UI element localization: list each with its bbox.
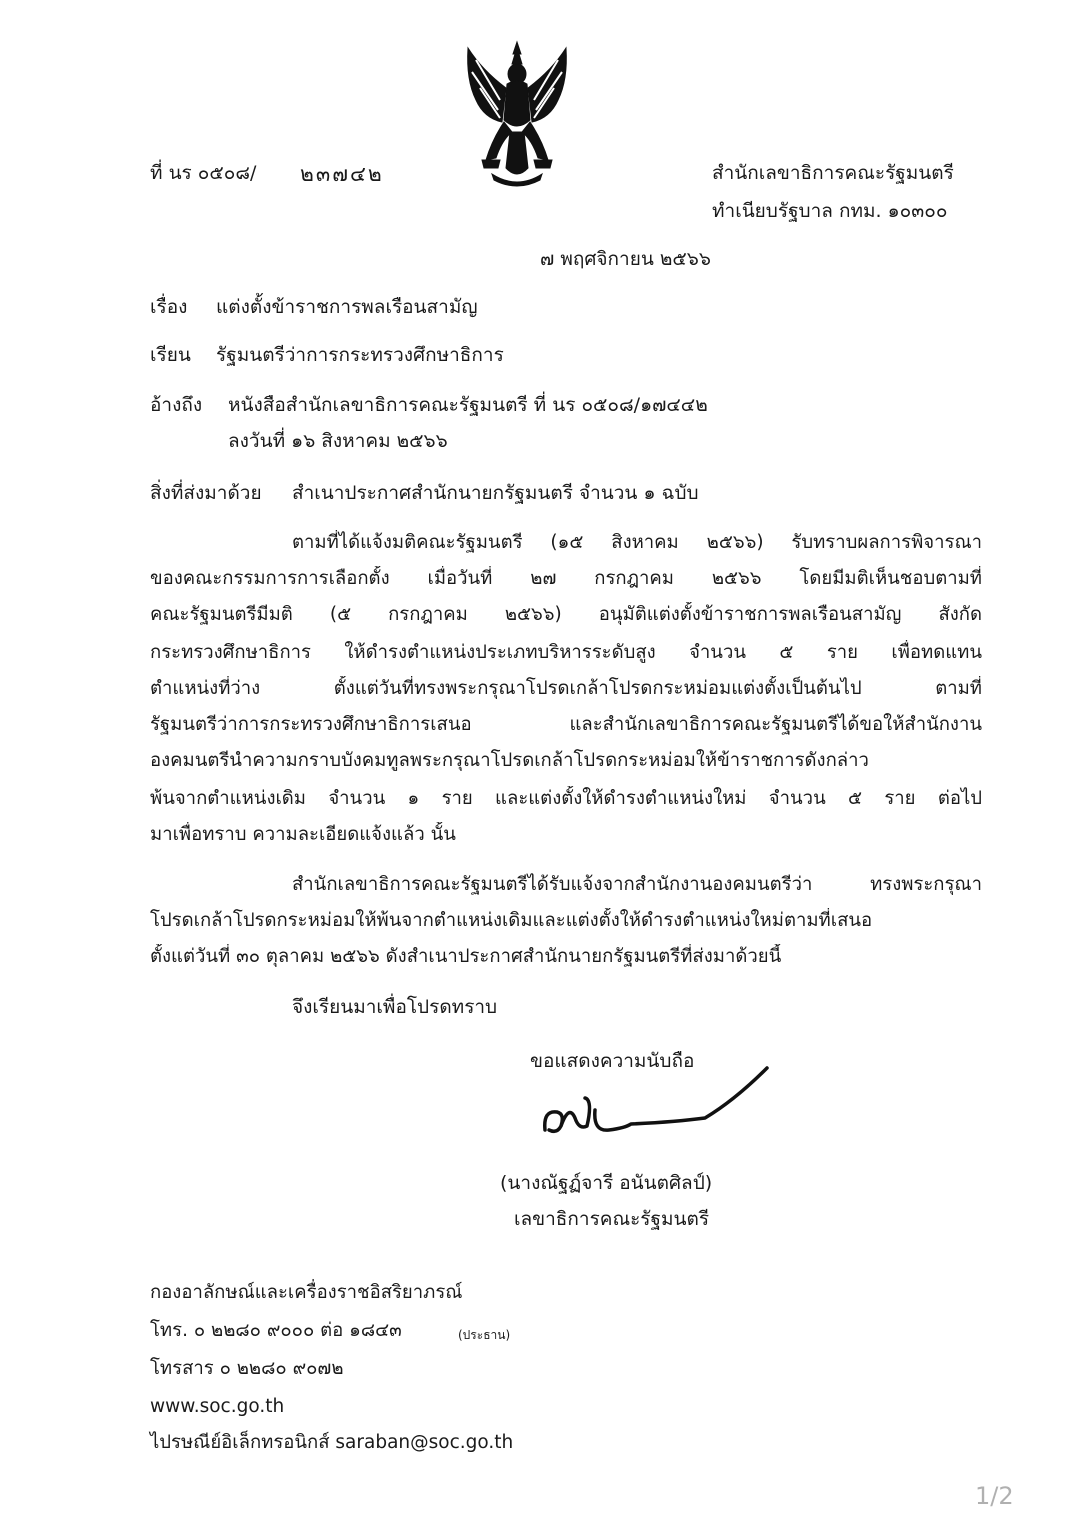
recipient-label: เรียน [150,344,191,366]
garuda-emblem-icon [462,40,572,190]
handwritten-signature [535,1060,775,1160]
page-indicator: 1/2 [975,1482,1014,1510]
paragraph-1-line: คณะรัฐมนตรีมีมติ (๕ กรกฎาคม ๒๕๖๖) อนุมัติแต่งตั้งข้าราชการพลเรือนสามัญ สังกัด [150,604,982,625]
document-number-handwritten: ๒๓๗๔๒ [300,162,384,186]
reference-line-1: หนังสือสำนักเลขาธิการคณะรัฐมนตรี ที่ นร ๐๕๐๘/๑๗๔๔๒ [228,394,708,416]
recipient-text: รัฐมนตรีว่าการกระทรวงศึกษาธิการ [216,344,504,366]
footer-website: www.soc.go.th [150,1396,285,1417]
document-date: ๗ พฤศจิกายน ๒๕๖๖ [540,248,711,270]
footer-division: กองอาลักษณ์และเครื่องราชอิสริยาภรณ์ [150,1282,463,1303]
paragraph-1-line: มาเพื่อทราบ ความละเอียดแจ้งแล้ว นั้น [150,824,456,845]
enclosure-text: สำเนาประกาศสำนักนายกรัฐมนตรี จำนวน ๑ ฉบับ [292,482,699,504]
subject-text: แต่งตั้งข้าราชการพลเรือนสามัญ [216,296,478,318]
reference-line-2: ลงวันที่ ๑๖ สิงหาคม ๒๕๖๖ [228,430,448,452]
paragraph-2-line: สำนักเลขาธิการคณะรัฐมนตรีได้รับแจ้งจากสำนักงานองคมนตรีว่า ทรงพระกรุณา [292,874,982,895]
paragraph-2-line: โปรดเกล้าโปรดกระหม่อมให้พ้นจากตำแหน่งเดิมและแต่งตั้งให้ดำรงตำแหน่งใหม่ตามที่เสนอ [150,910,873,931]
paragraph-1-line: ตำแหน่งที่ว่าง ตั้งแต่วันที่ทรงพระกรุณาโปรดเกล้าโปรดกระหม่อมแต่งตั้งเป็นต้นไป ตามที่ [150,678,982,699]
regards-text: ขอแสดงความนับถือ [530,1050,695,1072]
paragraph-1-line: รัฐมนตรีว่าการกระทรวงศึกษาธิการเสนอ และสำนักเลขาธิการคณะรัฐมนตรีได้ขอให้สำนักงาน [150,714,982,735]
paragraph-1-line: พ้นจากตำแหน่งเดิม จำนวน ๑ ราย และแต่งตั้งให้ดำรงตำแหน่งใหม่ จำนวน ๕ ราย ต่อไป [150,788,982,809]
signatory-name: (นางณัฐฏ์จารี อนันตศิลป์) [500,1172,713,1194]
reference-label: อ้างถึง [150,394,203,416]
paragraph-1-line: องคมนตรีนำความกราบบังคมทูลพระกรุณาโปรดเกล้าโปรดกระหม่อมให้ข้าราชการดังกล่าว [150,750,869,771]
enclosure-label: สิ่งที่ส่งมาด้วย [150,482,262,504]
closing-line: จึงเรียนมาเพื่อโปรดทราบ [292,996,498,1018]
footer-email: ไปรษณีย์อิเล็กทรอนิกส์ saraban@soc.go.th [150,1432,514,1453]
office-address: ทำเนียบรัฐบาล กทม. ๑๐๓๐๐ [712,200,948,222]
paragraph-1-line: ตามที่ได้แจ้งมติคณะรัฐมนตรี (๑๕ สิงหาคม ๒๕๖๖) รับทราบผลการพิจารณา [292,532,982,553]
paragraph-1-line: ของคณะกรรมการการเลือกตั้ง เมื่อวันที่ ๒๗ กรกฎาคม ๒๕๖๖ โดยมีมติเห็นชอบตามที่ [150,568,982,589]
footer-telephone: โทร. ๐ ๒๒๘๐ ๙๐๐๐ ต่อ ๑๘๔๓ [150,1320,402,1341]
footer-fax: โทรสาร ๐ ๒๒๘๐ ๙๐๗๒ [150,1358,344,1379]
subject-label: เรื่อง [150,296,188,318]
office-name: สำนักเลขาธิการคณะรัฐมนตรี [712,162,954,184]
paragraph-2-line: ตั้งแต่วันที่ ๓๐ ตุลาคม ๒๕๖๖ ดังสำเนาประกาศสำนักนายกรัฐมนตรีที่ส่งมาด้วยนี้ [150,946,782,967]
paragraph-1-line: กระทรวงศึกษาธิการ ให้ดำรงตำแหน่งประเภทบริหารระดับสูง จำนวน ๕ ราย เพื่อทดแทน [150,642,982,663]
signatory-title: เลขาธิการคณะรัฐมนตรี [514,1208,710,1230]
footer-telephone-note: (ประธาน) [458,1328,511,1342]
document-number-label: ที่ นร ๐๕๐๘/ [150,162,257,184]
